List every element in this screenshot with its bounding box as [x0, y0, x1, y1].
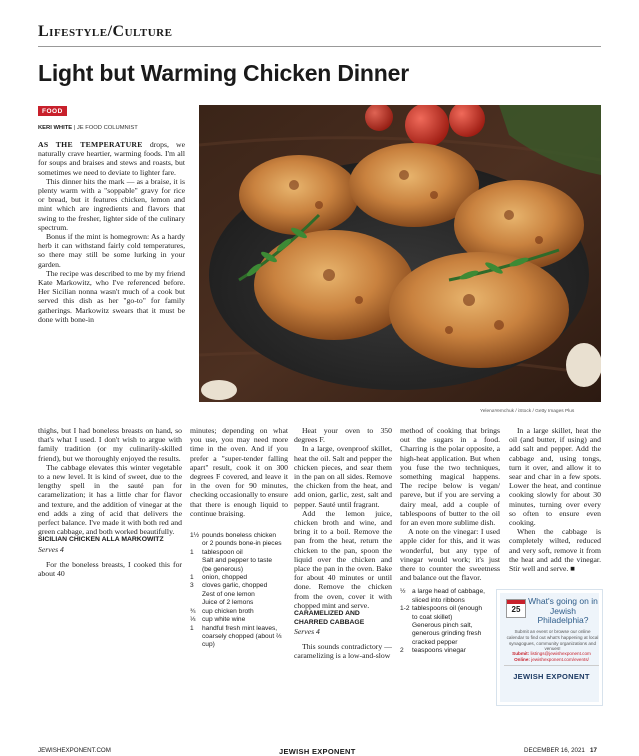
ingredient-text: Generous pinch salt, [412, 622, 473, 630]
promo-online-label: Online: [514, 656, 532, 662]
article-column-1-cont [38, 426, 182, 579]
ingredient-text: Juice of 2 lemons [202, 599, 254, 607]
paragraph-2: This dinner hits the mark — as a braise, it is plenty warm with a "soppable" gravy for rice or bread, but it features chicken, lemon and mint which are ingredients and flavors that swing to the fresher, lighter side of the culinary spectrum. [38, 176, 185, 232]
ingredient-continuation: or 2 pounds bone-in pieces [202, 540, 282, 548]
ingredient-row [190, 532, 288, 540]
ingredient-row [400, 605, 500, 613]
recipe-2-ingredients [400, 588, 500, 655]
byline-role: | JE FOOD COLUMNIST [72, 125, 138, 131]
promo-email-label: Submit: [512, 651, 531, 656]
lead-caps: AS THE TEMPERATURE [38, 140, 143, 149]
ingredient-quantity: 1 [190, 624, 194, 632]
ingredient-row [190, 557, 288, 565]
paragraph-3: Bonus if the mint is homegrown: As a hardy herb it can withstand fairly cold temperatures, so there may still be some lurking in your garden. [38, 232, 185, 269]
events-promo-box[interactable] [496, 589, 603, 706]
recipe-2-step-2: When the cabbage is completely wilted, reduced and very soft, remove it from the heat and add the vinegar. Stir well and serve. ■ [509, 527, 601, 574]
paragraph-5: The cabbage elevates this winter vegetable to a new level. It is kind of sweet, due to the lengthy spell in the sauté pan for caramelization; it has a little char for flavor and texture, and the addition of vinegar at the end adds a zing of acid that delivers the perfect balance. I've made it with both red and green cabbage, and both worked beautifully. [38, 462, 182, 537]
ingredient-row [190, 582, 288, 590]
recipe-1-step-1: Heat your oven to 350 degrees F. [294, 426, 392, 445]
footer-date: DECEMBER 16, 2021 [524, 747, 585, 754]
byline [38, 125, 138, 131]
recipe-1-step-2: In a large, ovenproof skillet, heat the oil. Salt and pepper the chicken pieces, and sear them in the pan on all sides. Remove the chicken from the heat, and add onion, garlic, zest, salt and pepper. Sauté until fragrant. [294, 444, 392, 509]
recipe-1-intro-a: For the boneless breasts, I cooked this for about 40 [38, 560, 182, 579]
header-divider [38, 46, 601, 47]
ingredient-quantity: ⅓ [190, 616, 196, 624]
ingredient-continuation: to coat skillet) [412, 613, 453, 621]
ingredient-text: cup chicken broth [202, 607, 254, 615]
recipe-2-intro-b: method of cooking that brings out the sugars in a food. Charring is the polar opposite, a high-heat application. But when you fuse the two techniques, something magical happens. The recipe below is vegan/ pareve, but if you are serving a dairy meal, add a couple of tablespoons of butter to the oil for an even more sublime dish. [400, 426, 500, 528]
ingredient-text: teaspoons vinegar [412, 647, 466, 655]
ingredient-row [190, 574, 288, 582]
ingredient-continuation: generous grinding fresh cracked pepper [412, 630, 482, 646]
promo-body: Submit an event or browse our online calendar to find out what's happening at local synagogues, community organizations and venues! [506, 629, 599, 652]
ingredient-row [190, 591, 288, 599]
recipe-1-step-3: Add the lemon juice, chicken broth and wine, and bring it to a boil. Remove the pan from the heat, return the chicken to the pan, spoon the liquid over the chicken and place the pan in the oven. Bake for about 40 minutes or until done. Remove the chicken from the oven, cover it with chopped mint and serve. [294, 508, 392, 610]
promo-links [504, 651, 599, 663]
recipe-1-ingredients [190, 532, 288, 650]
ingredient-quantity: ¾ [190, 607, 196, 615]
promo-brand-logo: JEWISH EXPONENT [513, 672, 590, 681]
footer-page-number: 17 [590, 747, 597, 754]
section-label: Lifestyle/Culture [38, 23, 173, 40]
ingredient-text: Salt and pepper to taste [202, 557, 273, 565]
calendar-number: 25 [511, 605, 521, 614]
footer-website: JEWISHEXPONENT.COM [38, 747, 111, 754]
article-column-5 [509, 426, 601, 573]
ingredient-quantity: 1 [190, 574, 194, 582]
ingredient-text: tablespoon oil [202, 548, 243, 556]
ingredient-continuation: (be generous) [202, 565, 244, 573]
ingredient-quantity [400, 622, 412, 630]
recipe-1-title: SICILIAN CHICKEN ALLA MARKOWITZ [38, 536, 164, 544]
footer-publication: JEWISH EXPONENT [279, 747, 356, 756]
ingredient-row [190, 625, 288, 633]
ingredient-row [190, 599, 288, 607]
chicken-photo [199, 105, 601, 402]
promo-email[interactable]: listings@jewishexponent.com [530, 651, 591, 656]
ingredient-text: pounds boneless chicken [202, 532, 277, 540]
ingredient-row [190, 549, 288, 557]
ingredient-quantity: 1 [190, 548, 194, 556]
recipe-2-title: CARAMELIZED AND CHARRED CABBAGE [294, 610, 365, 626]
paragraph-1: drops, we naturally crave heartier, warming foods. I'm all for soups and braises and stews and roasts, but sometimes we need to deviate to lighter fare. [38, 140, 185, 177]
article-column-4 [400, 426, 500, 656]
ingredient-text: onion, chopped [202, 574, 248, 582]
calendar-icon [506, 599, 526, 618]
ingredient-row [190, 608, 288, 616]
ingredient-continuation: coarsely chopped (about ⅔ cup) [202, 632, 282, 649]
ingredient-text: cloves garlic, chopped [202, 582, 268, 590]
article-column-3 [294, 426, 392, 661]
paragraph-4b: thighs, but I had boneless breasts on hand, so that's what I used. I don't wish to argue with family tradition (or my culinarily-skilled friend), but we thoroughly enjoyed the results. [38, 426, 182, 463]
ingredient-row [400, 588, 500, 596]
recipe-2-serves: Serves 4 [294, 627, 320, 637]
ingredient-quantity: 1-2 [400, 605, 410, 613]
promo-online[interactable]: jewishexponent.com/events/ [531, 656, 589, 662]
ingredient-text: cup white wine [202, 616, 246, 624]
promo-divider [504, 665, 599, 666]
category-tag: FOOD [38, 106, 67, 116]
promo-title: What's going on in Jewish Philadelphia? [528, 596, 598, 625]
ingredient-quantity: 1½ [190, 532, 200, 540]
roasted-chicken-photo [199, 105, 601, 402]
byline-author: KERI WHITE [38, 125, 73, 131]
recipe-1-serves: Serves 4 [38, 544, 64, 554]
ingredient-quantity [190, 591, 202, 599]
ingredient-quantity: ½ [400, 588, 406, 596]
promo-online-line[interactable] [504, 657, 599, 663]
ingredient-quantity: 2 [400, 647, 404, 655]
recipe-2-step-1: In a large skillet, heat the oil (and butter, if using) and add salt and pepper. Add the cabbage and, using tongs, turn it over, and allow it to sear and char in a few spots. Lower the heat, and continue cooking slowly for about 30 minutes, turning over every so often to ensure even cooking. [509, 426, 601, 528]
ingredient-row [400, 647, 500, 655]
photo-credit: YelenaYemchuk / iStock / Getty Images Plus [480, 409, 575, 414]
ingredient-row [400, 622, 500, 630]
ingredient-continuation: sliced into ribbons [412, 596, 465, 604]
article-column-1 [38, 140, 185, 324]
recipe-2-note: A note on the vinegar: I used apple cider for this, and it was wonderful, but any type of vinegar would work; it's just there to counter the sweetness and balance out the flavor. [400, 527, 500, 583]
ingredient-text: a large head of cabbage, [412, 588, 485, 596]
recipe-2-intro-a: This sounds contradictory — caramelizing is a low-and-slow [294, 642, 392, 661]
headline: Light but Warming Chicken Dinner [38, 60, 409, 86]
ingredient-text: handful fresh mint leaves, [202, 624, 278, 632]
ingredient-quantity [190, 557, 202, 565]
ingredient-text: Zest of one lemon [202, 590, 255, 598]
ingredient-text: tablespoons oil (enough [412, 605, 483, 613]
promo-panel [500, 593, 599, 702]
article-column-2 [190, 426, 288, 650]
recipe-1-intro-b: minutes; depending on what you use, you may need more time in the oven. And if you prefer a "super-tender falling apart" result, cook it on 300 degrees F covered, and leave it in the oven for 90 minutes, checking occasionally to ensure that there is enough liquid to continue braising. [190, 426, 288, 518]
ingredient-quantity: 3 [190, 582, 194, 590]
ingredient-row [190, 616, 288, 624]
ingredient-quantity [190, 599, 202, 607]
paragraph-4a: The recipe was described to me by my friend Kate Markowitz, who I've referenced before. Her Sicilian nonna wasn't much of a cook but served this dish as her "go-to" for family gatherings. Markowitz swears that it must be done with bone-in [38, 268, 185, 324]
